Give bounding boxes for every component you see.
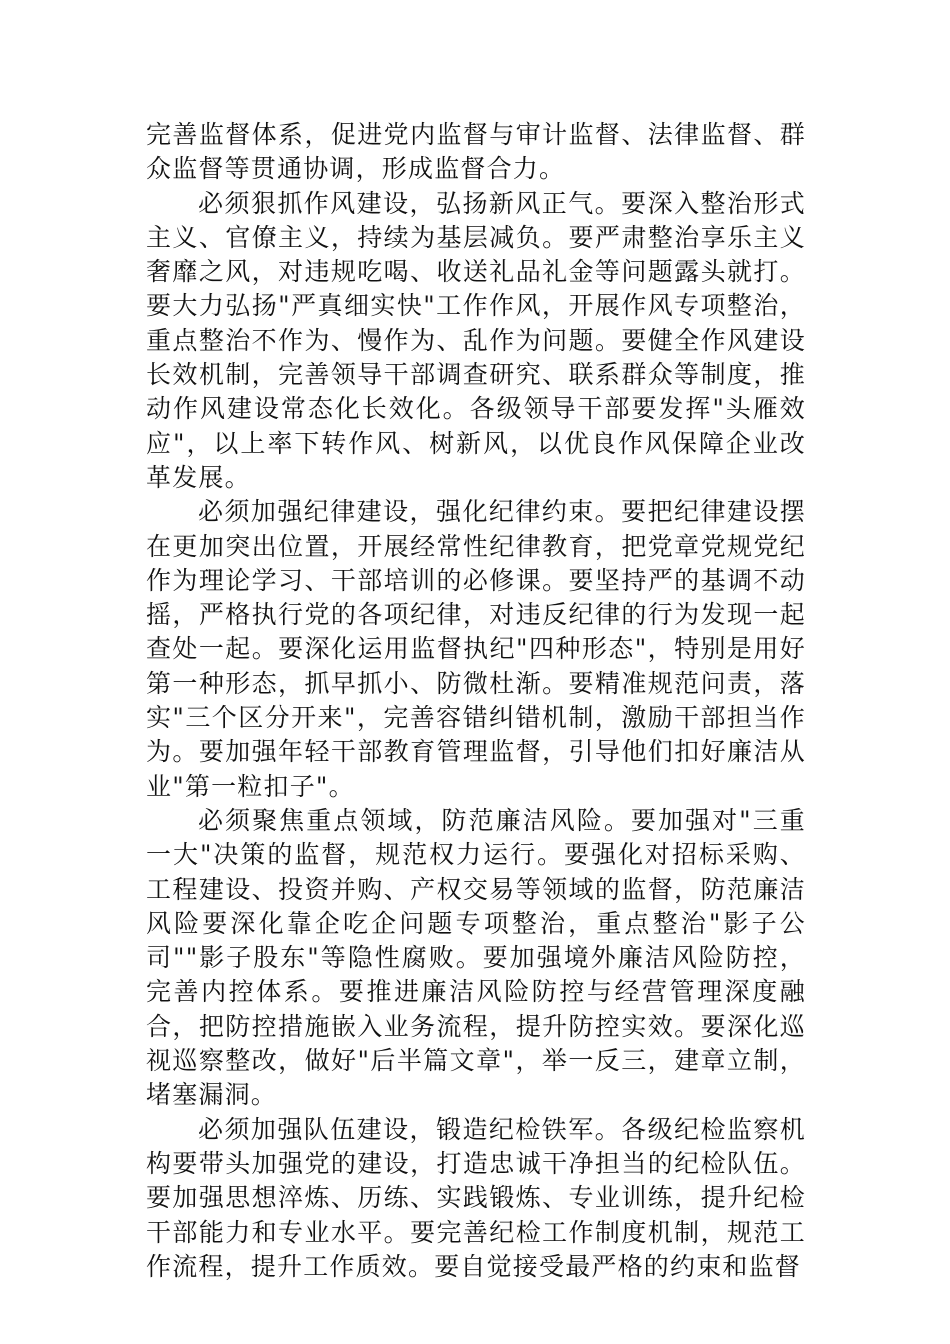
paragraph-team-building: 必须加强队伍建设，锻造纪检铁军。各级纪检监察机构要带头加强党的建设，打造忠诚干净担当的纪检队伍。要加强思想淬炼、历练、实践锻炼、专业训练，提升纪检干部能力和专业水平。要完善纪检工作制度机制，规范工作流程，提升工作质效。要自觉接受最严格的约束和监督 (146, 1114, 806, 1281)
paragraph-key-areas: 必须聚焦重点领域，防范廉洁风险。要加强对"三重一大"决策的监督，规范权力运行。要强化对招标采购、工程建设、投资并购、产权交易等领域的监督，防范廉洁风险要深化靠企吃企问题专项整治，重点整治"影子公司""影子股东"等隐性腐败。要加强境外廉洁风险防控，完善内控体系。要推进廉洁风险防控与经营管理深度融合，把防控措施嵌入业务流程，提升防控实效。要深化巡视巡察整改，做好"后半篇文章"，举一反三，建章立制，堵塞漏洞。 (146, 805, 806, 1110)
paragraph-discipline: 必须加强纪律建设，强化纪律约束。要把纪律建设摆在更加突出位置，开展经常性纪律教育，把党章党规党纪作为理论学习、干部培训的必修课。要坚持严的基调不动摇，严格执行党的各项纪律，对违反纪律的行为发现一起查处一起。要深化运用监督执纪"四种形态"，特别是用好第一种形态，抓早抓小、防微杜渐。要精准规范问责，落实"三个区分开来"，完善容错纠错机制，激励干部担当作为。要加强年轻干部教育管理监督，引导他们扣好廉洁从业"第一粒扣子"。 (146, 497, 806, 801)
paragraph-continuation: 完善监督体系，促进党内监督与审计监督、法律监督、群众监督等贯通协调，形成监督合力。 (146, 120, 806, 184)
document-body (146, 118, 806, 1284)
paragraph-work-style: 必须狠抓作风建设，弘扬新风正气。要深入整治形式主义、官僚主义，持续为基层减负。要严肃整治享乐主义奢靡之风，对违规吃喝、收送礼品礼金等问题露头就打。要大力弘扬"严真细实快"工作作风，开展作风专项整治，重点整治不作为、慢作为、乱作为问题。要健全作风建设长效机制，完善领导干部调查研究、联系群众等制度，推动作风建设常态化长效化。各级领导干部要发挥"头雁效应"，以上率下转作风、树新风，以优良作风保障企业改革发展。 (146, 188, 806, 492)
